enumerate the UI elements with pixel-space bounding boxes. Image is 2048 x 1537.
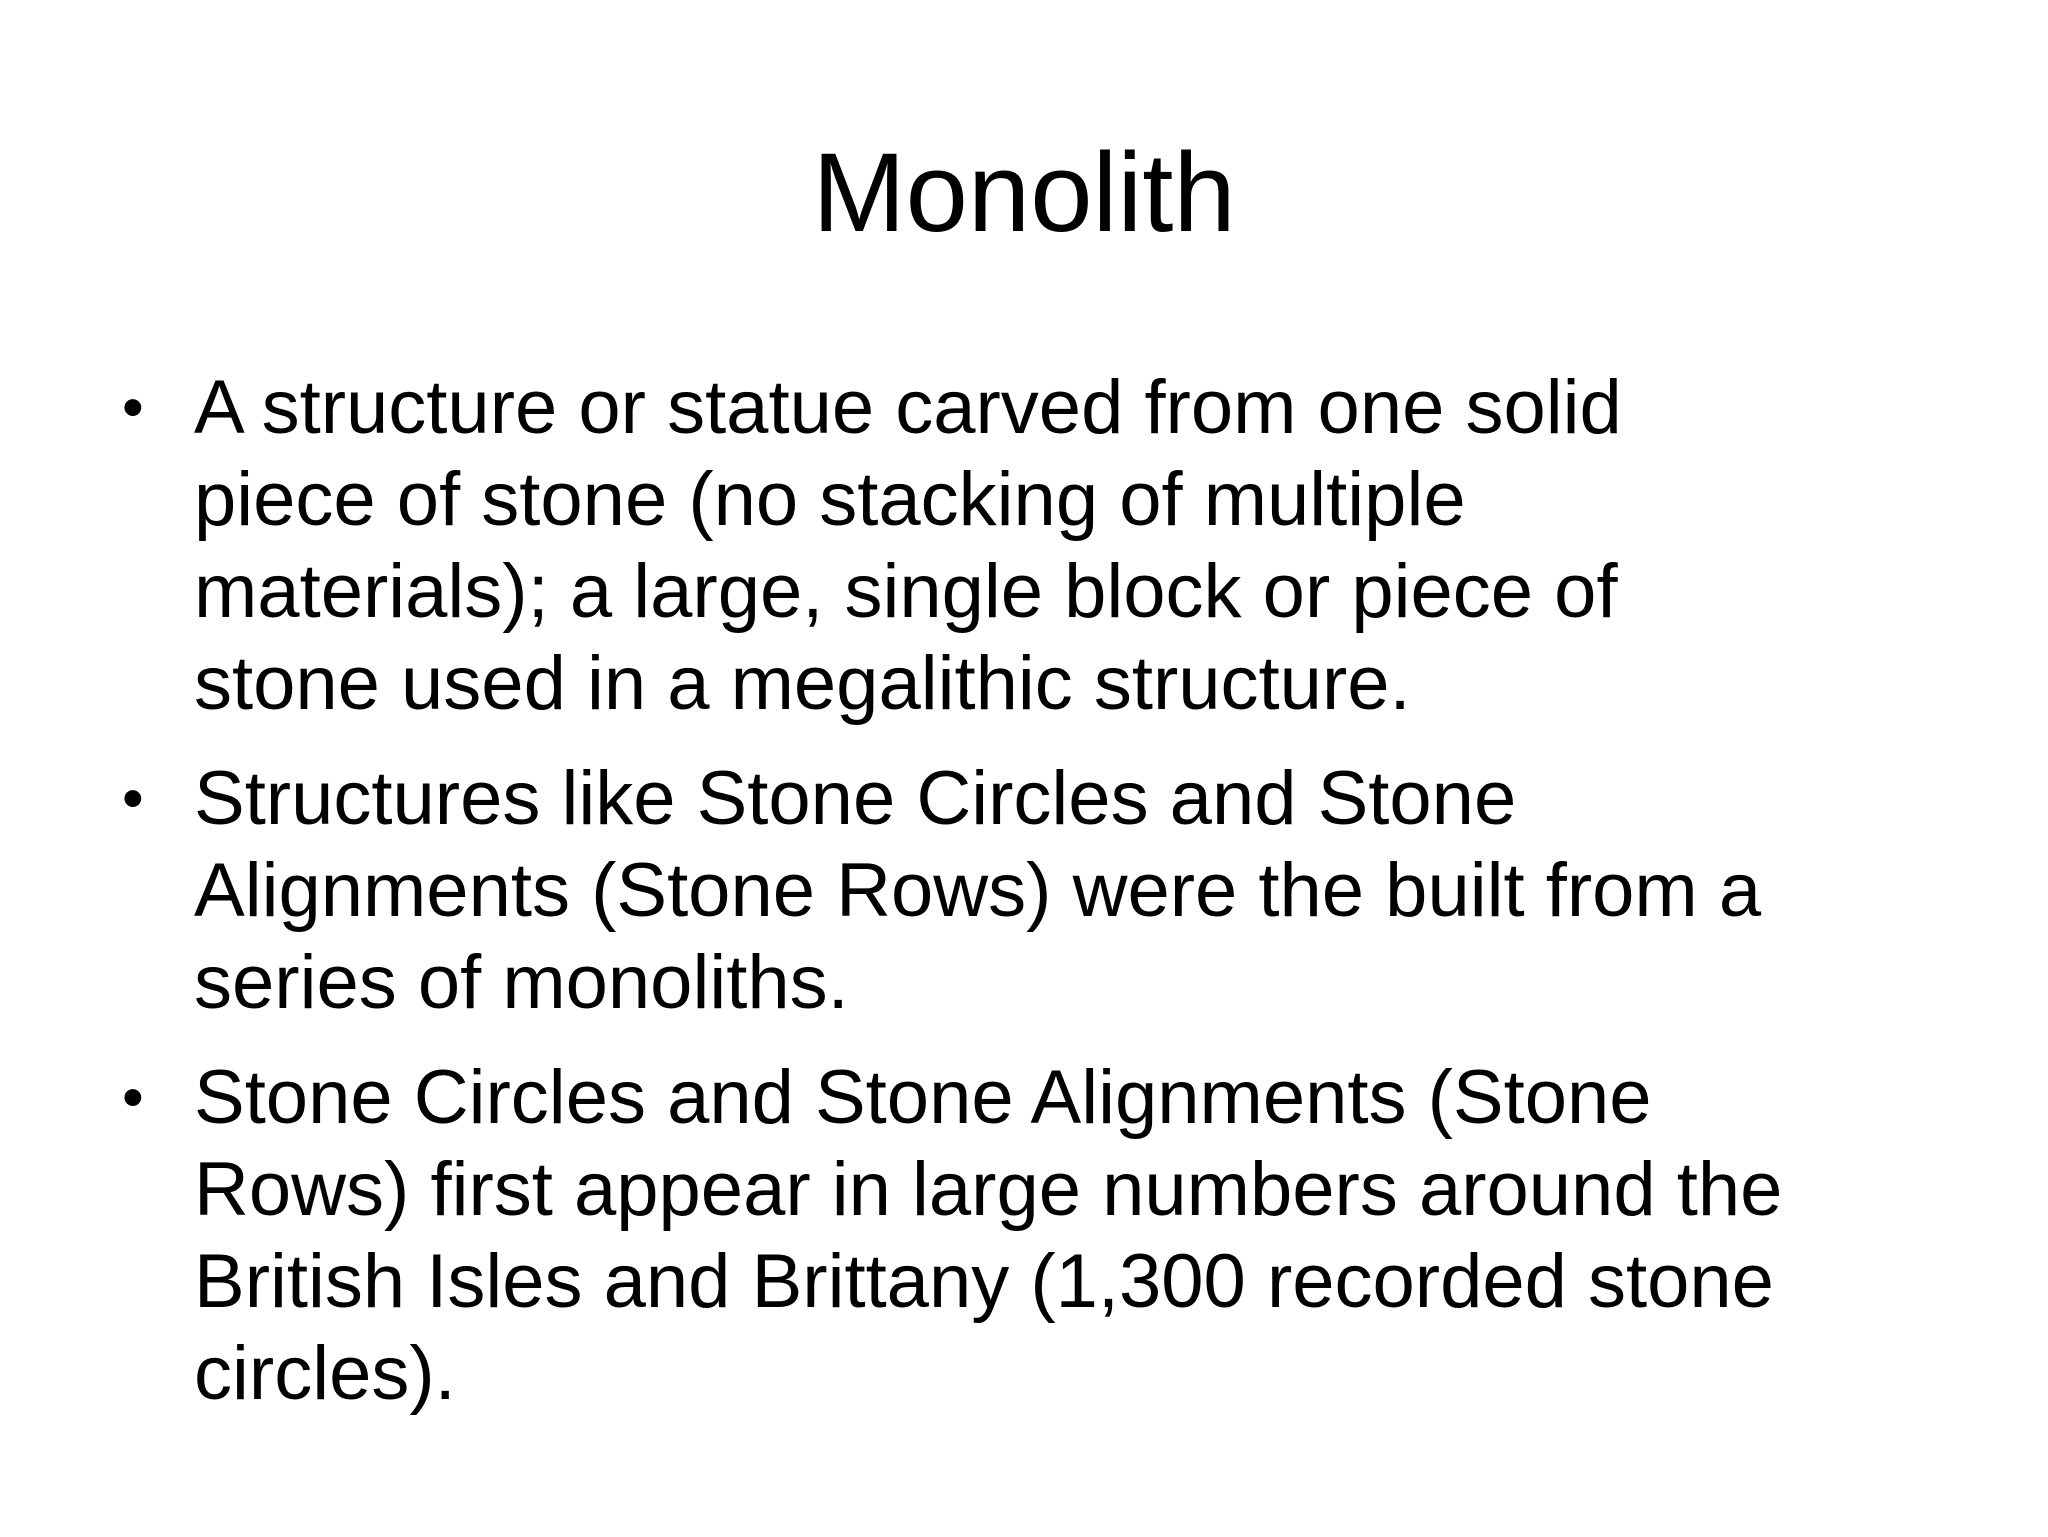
- bullet-text-line: A structure or statue carved from one solid: [194, 365, 1622, 450]
- bullet-item: [118, 1052, 1948, 1420]
- bullet-text-line: circles).: [194, 1331, 456, 1416]
- bullet-text-line: piece of stone (no stacking of multiple: [194, 457, 1466, 542]
- bullet-text-line: stone used in a megalithic structure.: [194, 641, 1411, 726]
- bullet-text-line: series of monoliths.: [194, 940, 849, 1025]
- bullet-text-line: Structures like Stone Circles and Stone: [194, 756, 1517, 841]
- bullet-text-line: Alignments (Stone Rows) were the built from a: [194, 848, 1762, 933]
- slide-title: Monolith: [812, 130, 1236, 255]
- bullet-icon: •: [122, 1063, 144, 1132]
- bullet-item: [118, 362, 1948, 730]
- bullet-text-line: Stone Circles and Stone Alignments (Stone: [194, 1055, 1652, 1140]
- bullet-text-line: British Isles and Brittany (1,300 recorded stone: [194, 1239, 1774, 1324]
- bullet-list: [118, 362, 1948, 1443]
- bullet-text-line: Rows) first appear in large numbers around the: [194, 1147, 1783, 1232]
- bullet-icon: •: [122, 764, 144, 833]
- bullet-text-line: materials); a large, single block or piece of: [194, 549, 1618, 634]
- bullet-item: [118, 753, 1948, 1029]
- bullet-icon: •: [122, 373, 144, 442]
